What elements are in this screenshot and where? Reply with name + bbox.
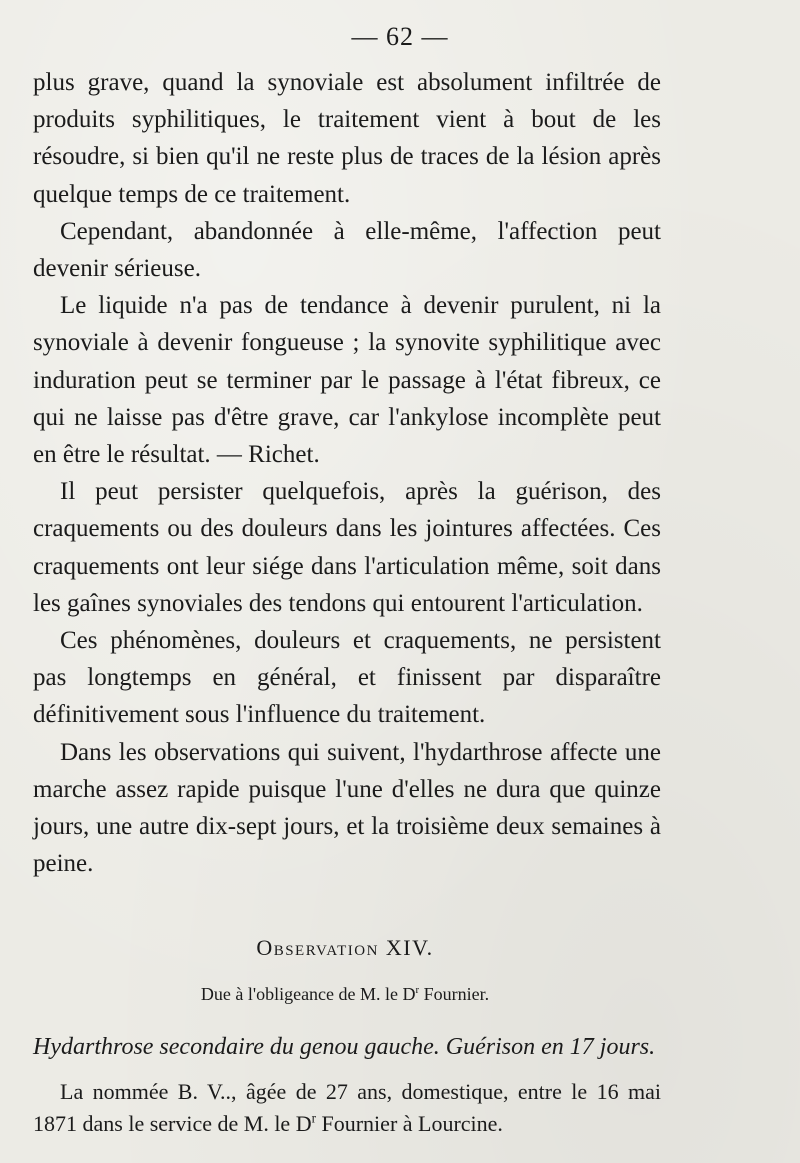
observation-title: Observation XIV. xyxy=(256,935,434,960)
page-number: — 62 — xyxy=(351,22,449,51)
observation-subtitle: Hydarthrose secondaire du genou gauche. Guérison en 17 jours. xyxy=(33,1034,656,1060)
obs-body-prefix: La nommée B. V.., âgée de 27 ans, domestique, entre le 16 mai 1871 dans le service de M. le D xyxy=(33,1079,661,1136)
credit-prefix: Due à l'obligeance de M. le D xyxy=(200,984,416,1004)
observation-body xyxy=(33,1076,661,1140)
paragraph: Cependant, abandonnée à elle-même, l'affection peut devenir sérieuse. xyxy=(33,217,661,283)
obs-body-superscript: r xyxy=(311,1110,316,1126)
credit-superscript: r xyxy=(415,984,420,996)
credit-suffix: Fournier. xyxy=(419,984,490,1004)
paragraph-continuation: plus grave, quand la synoviale est absolument infiltrée de produits syphilitiques, le traitement vient à bout de les résoudre, si bien qu'il ne reste plus de traces de la lésion après quelque temps de ce traitement. xyxy=(33,69,661,208)
obs-body-suffix: Fournier à Lourcine. xyxy=(316,1111,503,1136)
observation-paragraph xyxy=(33,1076,661,1140)
paragraph: Le liquide n'a pas de tendance à devenir purulent, ni la synoviale à devenir fongueuse ; la synovite syphilitique avec induration peut se terminer par le passage à l'état fibreux, ce qui ne laisse pas d'être grave, car l'ankylose incomplète peut en être le résultat. — Richet. xyxy=(33,292,661,469)
paragraph: Il peut persister quelquefois, après la guérison, des craquements ou des douleurs dans les jointures affectées. Ces craquements ont leur siége dans l'articulation même, soit dans les gaînes synoviales des tendons qui entourent l'articulation. xyxy=(33,478,661,617)
paragraph: Dans les observations qui suivent, l'hydarthrose affecte une marche assez rapide puisque l'une d'elles ne dura que quinze jours, une autre dix-sept jours, et la troisième deux semaines à peine. xyxy=(33,738,661,878)
paragraph: Ces phénomènes, douleurs et craquements, ne persistent pas longtemps en général, et finissent par disparaître définitivement sous l'influence du traitement. xyxy=(33,627,661,729)
body-text xyxy=(33,64,661,882)
observation-credit xyxy=(0,984,690,1005)
